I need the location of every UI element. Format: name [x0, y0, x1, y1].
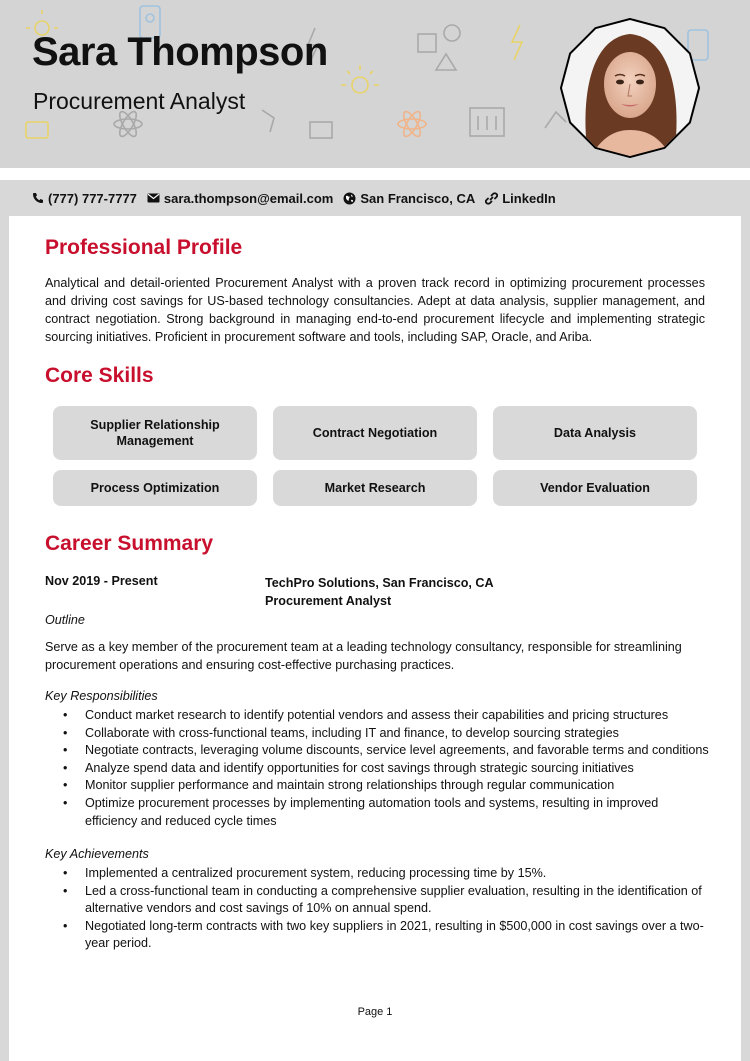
career-heading: Career Summary: [45, 532, 214, 555]
email-icon: [147, 193, 160, 203]
list-item: • Led a cross-functional team in conducting a comprehensive supplier evaluation, resulting in the identification of alternative vendors and cost savings of 10% on annual spend.: [45, 883, 709, 918]
candidate-name: Sara Thompson: [32, 30, 328, 74]
skill-chip: Market Research: [273, 470, 477, 506]
responsibilities-list: [45, 707, 709, 830]
contact-phone[interactable]: [32, 191, 137, 206]
profile-photo: [560, 18, 700, 158]
outline-text: Serve as a key member of the procurement team at a leading technology consultancy, responsible for streamlining procurement operations and ensuring cost-effective purchasing practices.: [45, 640, 682, 672]
page-number: Page 1: [357, 1006, 393, 1018]
contact-location: [343, 191, 475, 206]
contact-bar: [0, 180, 750, 216]
link-icon: [485, 192, 498, 205]
globe-icon: [343, 192, 356, 205]
skill-chip: Vendor Evaluation: [493, 470, 697, 506]
header-divider: [0, 168, 750, 180]
skill-chip: Contract Negotiation: [273, 406, 477, 460]
list-item: • Conduct market research to identify potential vendors and assess their capabilities and pricing structures: [45, 707, 709, 725]
skills-grid: [53, 406, 697, 506]
achievements-list: [45, 865, 709, 953]
email-text: sara.thompson@email.com: [163, 190, 334, 206]
location-text: San Francisco, CA: [360, 190, 476, 206]
list-item: • Negotiate contracts, leveraging volume discounts, service level agreements, and favorable terms and conditions: [45, 742, 709, 760]
list-item: • Collaborate with cross-functional teams, including IT and finance, to develop sourcing strategies: [45, 725, 709, 743]
contact-email[interactable]: [147, 191, 333, 206]
skill-chip: Supplier Relationship Management: [53, 406, 257, 460]
candidate-title: Procurement Analyst: [33, 88, 246, 114]
contact-linkedin[interactable]: [485, 191, 555, 206]
phone-text: (777) 777-7777: [48, 190, 137, 206]
job-role: Procurement Analyst: [265, 594, 392, 608]
job-employer: [265, 574, 494, 610]
job-company: TechPro Solutions, San Francisco, CA: [265, 576, 494, 590]
linkedin-text: LinkedIn: [502, 190, 556, 206]
skills-heading: Core Skills: [45, 364, 154, 387]
skill-chip: Process Optimization: [53, 470, 257, 506]
profile-heading: Professional Profile: [45, 236, 243, 259]
list-item: • Analyze spend data and identify opportunities for cost savings through strategic sourcing initiatives: [45, 760, 709, 778]
list-item: • Implemented a centralized procurement system, reducing processing time by 15%.: [45, 865, 709, 883]
job-date: Nov 2019 - Present: [45, 574, 158, 588]
skill-chip: Data Analysis: [493, 406, 697, 460]
achievements-label: Key Achievements: [45, 847, 149, 861]
phone-icon: [32, 192, 44, 204]
list-item: • Optimize procurement processes by implementing automation tools and systems, resulting in improved efficiency and reduced cycle times: [45, 795, 709, 830]
resume-header: [0, 0, 750, 168]
profile-summary: Analytical and detail-oriented Procurement Analyst with a proven track record in optimizing procurement processes and driving cost savings for US-based technology consultancies. Adept at data analysis, supplier management, and contract negotiation. Strong background in managing end-to-end procurement lifecycle and implementing strategic sourcing initiatives. Proficient in procurement software and tools, including SAP, Oracle, and Ariba.: [45, 276, 705, 344]
outline-label: Outline: [45, 613, 85, 627]
resume-body: [9, 216, 741, 1061]
list-item: • Monitor supplier performance and maintain strong relationships through regular communication: [45, 777, 709, 795]
list-item: • Negotiated long-term contracts with two key suppliers in 2021, resulting in $500,000 in cost savings over a two-year period.: [45, 918, 709, 953]
responsibilities-label: Key Responsibilities: [45, 689, 158, 703]
